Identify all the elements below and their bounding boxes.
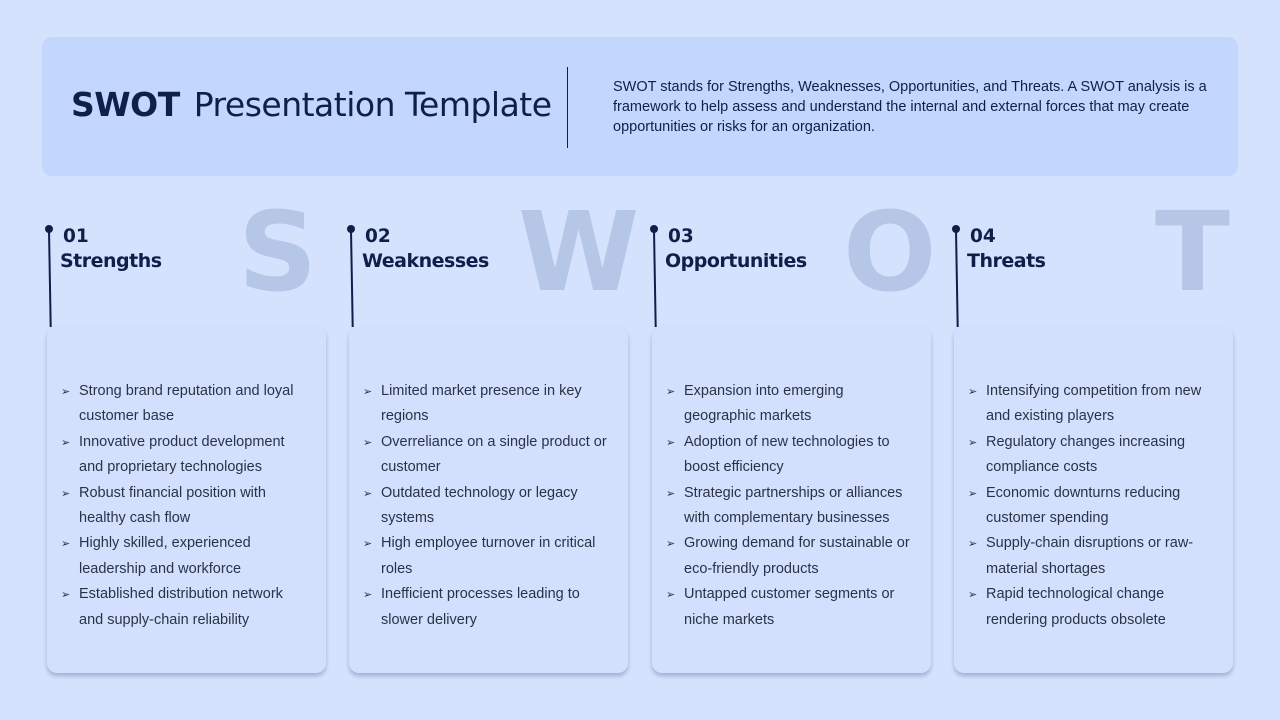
column-number: 02 (365, 226, 391, 247)
arrow-right-icon: ➢ (968, 588, 978, 602)
big-letter-o: O (843, 188, 937, 316)
list-item-text: Economic downturns reducing customer spending (986, 484, 1181, 527)
arrow-right-icon: ➢ (61, 537, 71, 551)
list-item (968, 531, 1218, 582)
opportunities-card (652, 327, 931, 673)
big-letter-w: W (518, 188, 640, 316)
arrow-right-icon: ➢ (363, 486, 373, 500)
weaknesses-card (349, 327, 628, 673)
arrow-right-icon: ➢ (363, 537, 373, 551)
list-item (666, 582, 916, 633)
pin-line (350, 230, 353, 327)
list-item-text: Regulatory changes increasing compliance costs (986, 433, 1186, 476)
arrow-right-icon: ➢ (968, 385, 978, 398)
list-item (968, 481, 1218, 532)
arrow-right-icon: ➢ (968, 537, 978, 551)
list-item-text: Intensifying competition from new and existing players (986, 383, 1202, 425)
threats-card (954, 327, 1233, 673)
arrow-right-icon: ➢ (666, 588, 676, 602)
column-title: Weaknesses (362, 250, 489, 272)
list-item-text: Growing demand for sustainable or eco-friendly products (684, 535, 910, 577)
column-title: Threats (967, 250, 1046, 272)
column-title: Opportunities (665, 250, 807, 272)
list-item (666, 481, 916, 532)
page-title (71, 85, 552, 125)
list-item-text: Limited market presence in key regions (381, 383, 582, 425)
list-item-text: Strong brand reputation and loyal customer base (79, 383, 294, 425)
list-item (61, 379, 311, 430)
header-description: SWOT stands for Strengths, Weaknesses, Opportunities, and Threats. A SWOT analysis is a framework to help assess and understand the internal and external forces that may create opportunities or risks for an organization. (613, 79, 1207, 135)
list-item (61, 582, 311, 633)
list-item-text: Inefficient processes leading to slower delivery (381, 586, 580, 628)
arrow-right-icon: ➢ (363, 588, 373, 602)
column-title: Strengths (60, 250, 162, 272)
list-item-text: Overreliance on a single product or customer (381, 433, 607, 476)
opportunities-list (666, 379, 916, 633)
arrow-right-icon: ➢ (666, 537, 676, 551)
list-item (363, 430, 613, 481)
strengths-list (61, 379, 311, 633)
weaknesses-list (363, 379, 613, 633)
pin-line (955, 230, 958, 327)
arrow-right-icon: ➢ (61, 385, 71, 398)
big-letter-t: T (1155, 188, 1231, 316)
list-item-text: Highly skilled, experienced leadership and workforce (79, 535, 251, 577)
arrow-right-icon: ➢ (666, 435, 676, 449)
list-item (363, 531, 613, 582)
title-bold: SWOT (71, 85, 180, 124)
list-item (363, 582, 613, 633)
header-panel (42, 37, 1238, 176)
list-item-text: Robust financial position with healthy cash flow (79, 484, 266, 527)
column-number: 04 (970, 226, 996, 247)
strengths-card (47, 327, 326, 673)
list-item-text: Strategic partnerships or alliances with complementary businesses (684, 484, 903, 527)
title-rest: Presentation Template (193, 85, 552, 124)
column-number: 01 (63, 226, 89, 247)
list-item (968, 582, 1218, 633)
column-opportunities (647, 188, 937, 680)
column-number: 03 (668, 226, 694, 247)
list-item-text: Untapped customer segments or niche markets (684, 586, 895, 628)
list-item (666, 531, 916, 582)
list-item-text: Adoption of new technologies to boost efficiency (684, 433, 890, 476)
pin-line (48, 230, 51, 327)
big-letter-s: S (238, 188, 318, 316)
arrow-right-icon: ➢ (363, 435, 373, 449)
list-item-text: Established distribution network and supply-chain reliability (79, 586, 283, 628)
column-threats (949, 188, 1239, 680)
list-item-text: Expansion into emerging geographic markets (684, 383, 844, 425)
header-divider (567, 67, 568, 148)
list-item-text: Rapid technological change rendering products obsolete (986, 586, 1166, 628)
arrow-right-icon: ➢ (61, 435, 71, 449)
list-item (666, 379, 916, 430)
list-item (61, 430, 311, 481)
list-item-text: High employee turnover in critical roles (381, 535, 596, 577)
column-strengths (42, 188, 332, 680)
arrow-right-icon: ➢ (363, 385, 373, 398)
arrow-right-icon: ➢ (968, 435, 978, 449)
list-item (968, 430, 1218, 481)
list-item (968, 379, 1218, 430)
arrow-right-icon: ➢ (61, 486, 71, 500)
list-item (363, 481, 613, 532)
pin-line (653, 230, 656, 327)
threats-list (968, 379, 1218, 633)
arrow-right-icon: ➢ (61, 588, 71, 602)
list-item (666, 430, 916, 481)
list-item-text: Outdated technology or legacy systems (381, 484, 578, 527)
list-item (61, 481, 311, 532)
list-item (363, 379, 613, 430)
list-item-text: Innovative product development and proprietary technologies (79, 433, 285, 476)
column-weaknesses (344, 188, 640, 680)
arrow-right-icon: ➢ (666, 486, 676, 500)
arrow-right-icon: ➢ (968, 486, 978, 500)
list-item (61, 531, 311, 582)
list-item-text: Supply-chain disruptions or raw-material shortages (986, 535, 1194, 577)
arrow-right-icon: ➢ (666, 385, 676, 398)
